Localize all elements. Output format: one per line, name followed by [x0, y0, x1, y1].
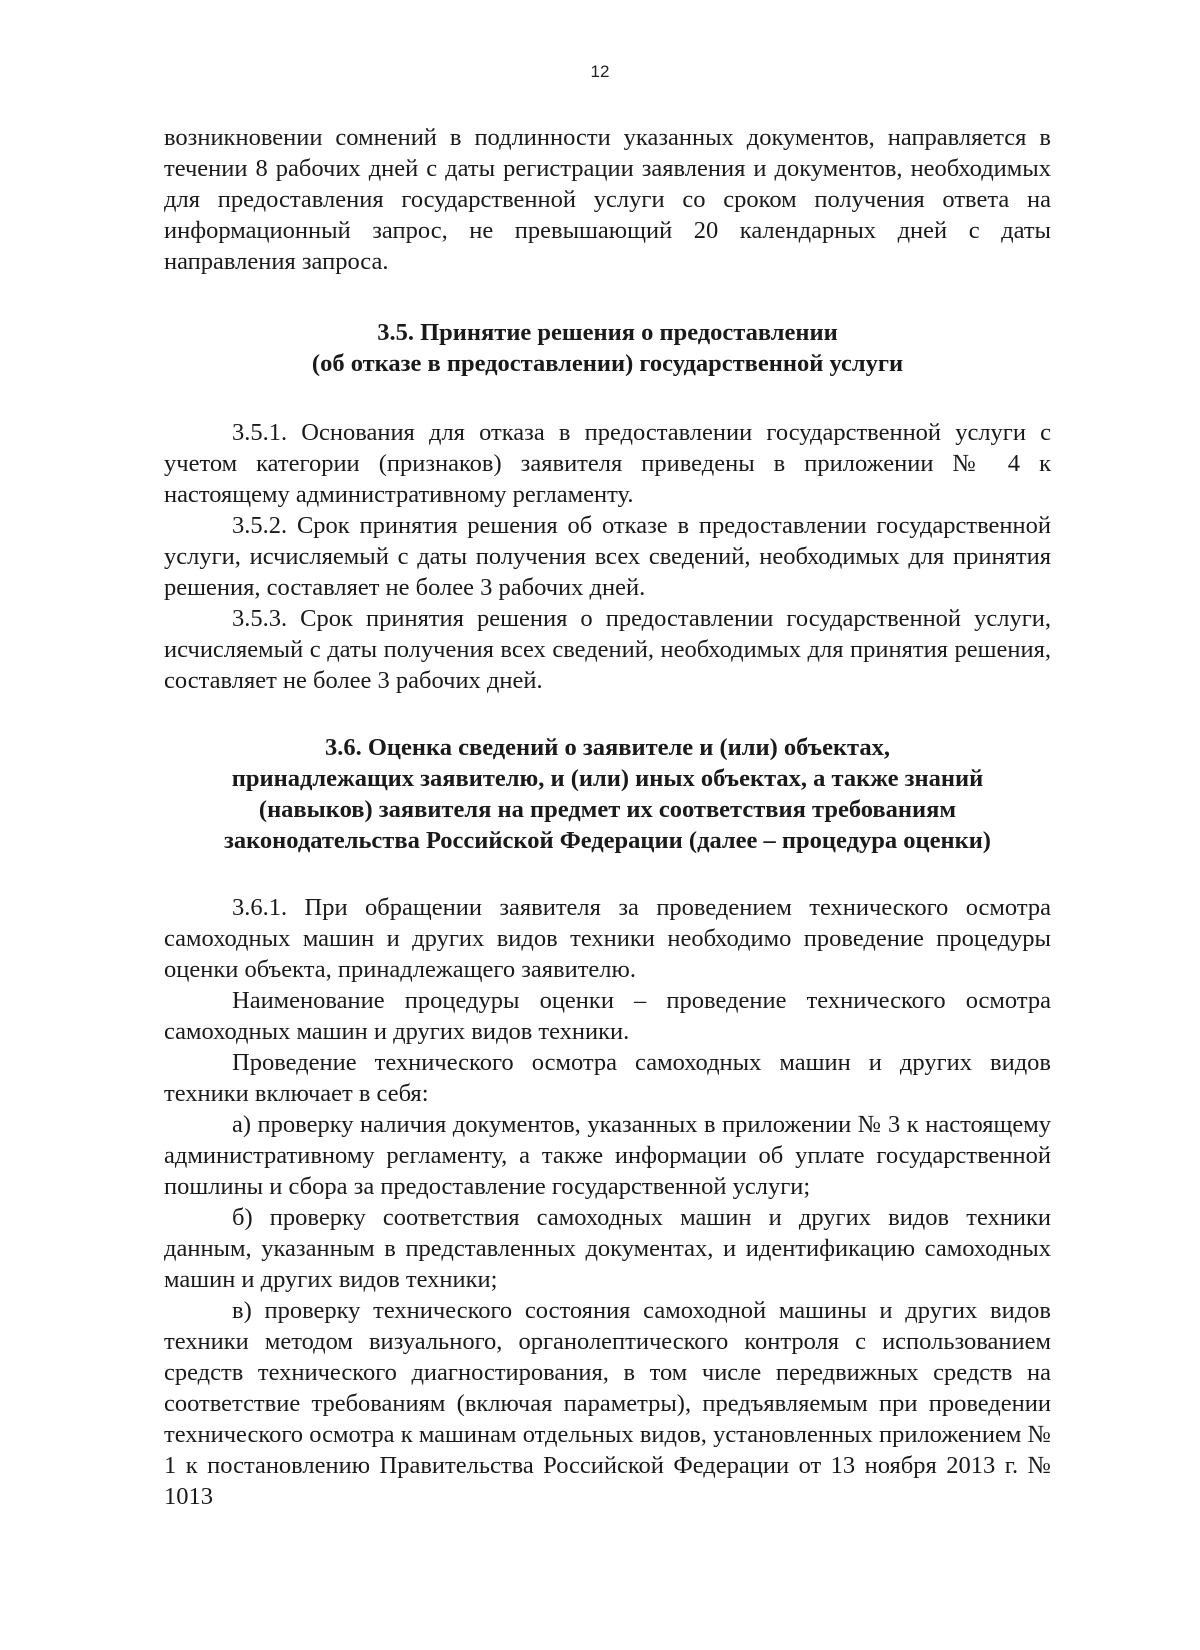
list-item-b: б) проверку соответствия самоходных машин и других видов техники данным, указанным в представленных документах, и идентификацию самоходных машин и других видов техники;: [164, 1204, 1051, 1293]
paragraph-3-5-2: 3.5.2. Срок принятия решения об отказе в предоставлении государственной услуги, исчисляемый с даты получения всех сведений, необходимых для принятия решения, составляет не более 3 рабочих дней.: [164, 512, 1051, 601]
section-3-6-heading-line-3: (навыков) заявителя на предмет их соответствия требованиям: [258, 796, 957, 823]
paragraph-3-5-3: 3.5.3. Срок принятия решения о предоставлении государственной услуги, исчисляемый с даты получения всех сведений, необходимых для принятия решения, составляет не более 3 рабочих дней.: [164, 605, 1051, 694]
section-3-6-heading-line-4: законодательства Российской Федерации (далее – процедура оценки): [224, 827, 991, 854]
section-3-6-heading: [164, 732, 1051, 856]
intro-paragraph: возникновении сомнений в подлинности указанных документов, направляется в течении 8 рабочих дней с даты регистрации заявления и документов, необходимых для предоставления государственной услуги со сроком получения ответа на информационный запрос, не превышающий 20 календарных дней с даты направления запроса.: [164, 124, 1051, 275]
paragraph-procedure-name: Наименование процедуры оценки – проведение технического осмотра самоходных машин и других видов техники.: [164, 987, 1051, 1045]
page-number: 12: [590, 62, 610, 81]
list-item-a: а) проверку наличия документов, указанных в приложении № 3 к настоящему административному регламенту, а также информации об уплате государственной пошлины и сбора за предоставление государственной услуги;: [164, 1111, 1051, 1200]
paragraph-3-6-1: 3.6.1. При обращении заявителя за проведением технического осмотра самоходных машин и других видов техники необходимо проведение процедуры оценки объекта, принадлежащего заявителю.: [164, 894, 1051, 983]
section-3-6-heading-line-1: 3.6. Оценка сведений о заявителе и (или) объектах,: [324, 734, 891, 761]
section-3-5-heading: [164, 317, 1051, 379]
section-3-5-heading-line-1: 3.5. Принятие решения о предоставлении: [377, 319, 838, 346]
document-body: [164, 122, 1051, 1512]
paragraph-3-5-1: 3.5.1. Основания для отказа в предоставлении государственной услуги с учетом категории (признаков) заявителя приведены в приложении № 4 к настоящему административному регламенту.: [164, 419, 1051, 508]
section-3-5-heading-line-2: (об отказе в предоставлении) государственной услуги: [311, 350, 904, 377]
section-3-6-heading-line-2: принадлежащих заявителю, и (или) иных объектах, а также знаний: [231, 765, 984, 792]
list-item-v: в) проверку технического состояния самоходной машины и других видов техники методом визуального, органолептического контроля с использованием средств технического диагностирования, в том числе передвижных средств на соответствие требованиям (включая параметры), предъявляемым при проведении технического осмотра к машинам отдельных видов, установленных приложением № 1 к постановлению Правительства Российской Федерации от 13 ноября 2013 г. № 1013: [164, 1297, 1051, 1510]
paragraph-includes: Проведение технического осмотра самоходных машин и других видов техники включает в себя:: [164, 1049, 1051, 1107]
